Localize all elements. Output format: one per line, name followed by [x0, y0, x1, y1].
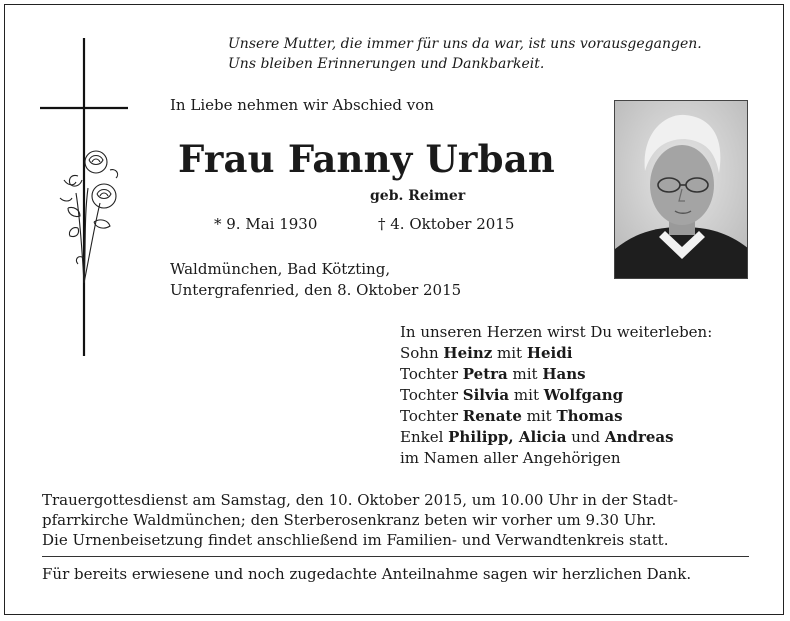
survivor-name: Wolfgang: [543, 386, 624, 404]
service-line-2: pfarrkirche Waldmünchen; den Sterberosenkranz beten wir vorher um 9.30 Uhr.: [42, 511, 657, 529]
survivor-name: Hans: [542, 365, 586, 383]
survivor-name: Philipp, Alicia: [448, 428, 567, 446]
deceased-name: Frau Fanny Urban: [178, 137, 555, 181]
survivor-relation: Sohn: [400, 344, 444, 362]
death-date: † 4. Oktober 2015: [378, 215, 515, 233]
survivor-name: Andreas: [604, 428, 674, 446]
place-line-2: Untergrafenried, den 8. Oktober 2015: [170, 281, 462, 299]
birth-date: * 9. Mai 1930: [214, 215, 318, 233]
survivors-heading: In unseren Herzen wirst Du weiterleben:: [400, 323, 713, 341]
service-line-3: Die Urnenbeisetzung findet anschließend im Familien- und Verwandtenkreis statt.: [42, 531, 669, 549]
survivor-relation: Tochter: [400, 386, 463, 404]
survivor-relation: Tochter: [400, 407, 463, 425]
survivor-name: Heinz: [443, 344, 493, 362]
survivor-row: [400, 386, 623, 404]
survivor-relation: mit: [509, 386, 544, 404]
survivor-row: [400, 407, 623, 425]
survivor-relation: mit: [507, 365, 543, 383]
portrait-photo: [614, 100, 748, 279]
quote-line-1: Unsere Mutter, die immer für uns da war, ist uns vorausgegangen.: [228, 36, 702, 52]
intro-text: In Liebe nehmen wir Abschied von: [170, 96, 434, 114]
survivor-row: [400, 365, 586, 383]
survivor-relation: mit: [492, 344, 527, 362]
thanks-text: Für bereits erwiesene und noch zugedachte Anteilnahme sagen wir herzlichen Dank.: [42, 565, 692, 583]
survivor-name: Renate: [462, 407, 522, 425]
rose-icon: [54, 148, 126, 288]
place-line-1: Waldmünchen, Bad Kötzting,: [170, 260, 391, 278]
divider: [42, 556, 749, 557]
survivor-name: Heidi: [526, 344, 573, 362]
service-line-1: Trauergottesdienst am Samstag, den 10. Oktober 2015, um 10.00 Uhr in der Stadt-: [42, 491, 678, 509]
survivor-row: [400, 428, 674, 446]
survivor-relation: Enkel: [400, 428, 449, 446]
survivor-name: Petra: [462, 365, 508, 383]
survivor-row: [400, 344, 572, 362]
birth-name: geb. Reimer: [370, 188, 466, 204]
survivor-name: Silvia: [462, 386, 510, 404]
survivor-name: Thomas: [556, 407, 623, 425]
quote-line-2: Uns bleiben Erinnerungen und Dankbarkeit.: [228, 56, 545, 72]
survivor-relation: und: [566, 428, 605, 446]
survivor-relation: mit: [521, 407, 557, 425]
survivor-relation: Tochter: [400, 365, 463, 383]
survivors-closing: im Namen aller Angehörigen: [400, 449, 621, 467]
